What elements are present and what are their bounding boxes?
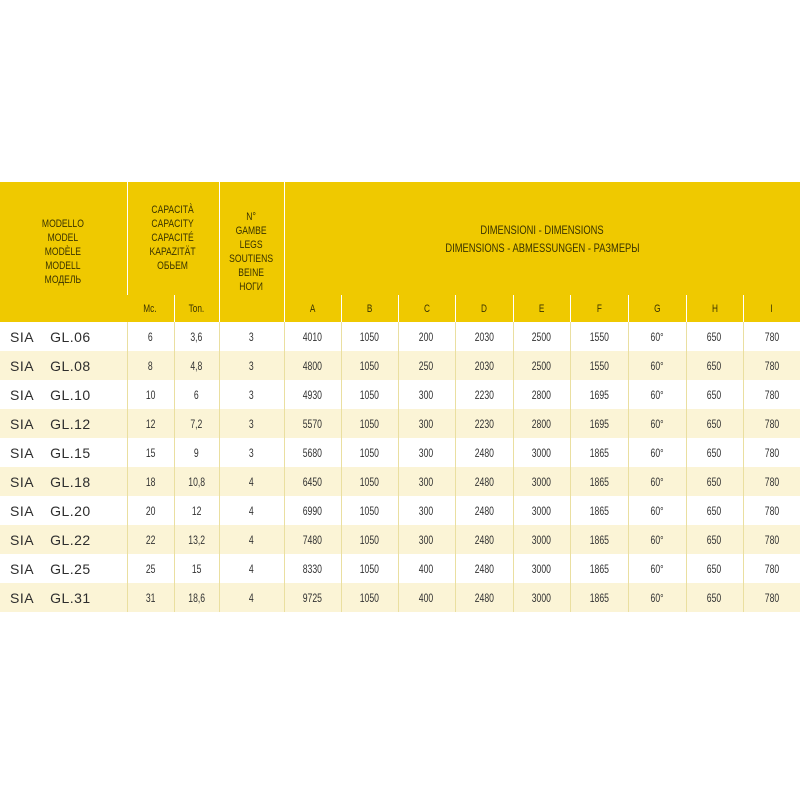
table-row — [0, 525, 800, 554]
dim-a-cell: 6990 — [284, 496, 341, 525]
table-row — [0, 438, 800, 467]
legs-cell: 3 — [219, 409, 284, 438]
model-cell — [0, 496, 127, 525]
dim-g-cell: 60° — [628, 525, 686, 554]
header-dim-h: H — [686, 295, 743, 322]
table-row — [0, 583, 800, 612]
model-cell — [0, 380, 127, 409]
header-dim-b: B — [341, 295, 398, 322]
dim-a-cell: 4930 — [284, 380, 341, 409]
legs-cell: 3 — [219, 351, 284, 380]
dim-h-cell: 650 — [686, 351, 743, 380]
dim-d-cell: 2480 — [455, 525, 513, 554]
model-code: GL.22 — [50, 531, 91, 548]
dim-h-cell: 650 — [686, 380, 743, 409]
dim-b-cell: 1050 — [341, 380, 398, 409]
dim-g-cell: 60° — [628, 554, 686, 583]
model-cell — [0, 351, 127, 380]
header-dimensions — [284, 182, 800, 295]
dim-i-cell: 780 — [743, 409, 800, 438]
dim-d-cell: 2480 — [455, 583, 513, 612]
dim-d-cell: 2230 — [455, 380, 513, 409]
dim-g-cell: 60° — [628, 467, 686, 496]
capacity-mc-cell: 20 — [127, 496, 174, 525]
capacity-ton-cell: 18,6 — [174, 583, 219, 612]
header-dim-e: E — [513, 295, 570, 322]
dim-i-cell: 780 — [743, 438, 800, 467]
legs-line: SOUTIENS — [229, 252, 274, 265]
dim-i-cell: 780 — [743, 467, 800, 496]
header-dim-g: G — [628, 295, 686, 322]
dim-c-cell: 300 — [398, 409, 455, 438]
dim-g-cell: 60° — [628, 583, 686, 612]
dimensions-title-line2: DIMENSIONS - ABMESSUNGEN - РАЗМЕРЫ — [445, 240, 640, 255]
model-code: GL.31 — [50, 589, 91, 606]
model-cell — [0, 438, 127, 467]
table-row — [0, 496, 800, 525]
dim-i-cell: 780 — [743, 496, 800, 525]
dim-h-cell: 650 — [686, 496, 743, 525]
header-model — [0, 182, 127, 322]
capacity-line: KAPAZITÄT — [149, 246, 197, 258]
dim-h-cell: 650 — [686, 583, 743, 612]
dim-f-cell: 1550 — [570, 351, 628, 380]
capacity-ton-cell: 3,6 — [174, 322, 219, 351]
dim-b-cell: 1050 — [341, 351, 398, 380]
model-cell — [0, 525, 127, 554]
capacity-mc-cell: 15 — [127, 438, 174, 467]
dim-a-cell: 6450 — [284, 467, 341, 496]
table-row — [0, 322, 800, 351]
spec-table — [0, 182, 800, 612]
capacity-line: ОБЬЕМ — [157, 260, 189, 272]
header-dim-a: A — [284, 295, 341, 322]
dim-b-cell: 1050 — [341, 409, 398, 438]
legs-cell: 3 — [219, 380, 284, 409]
dim-f-cell: 1695 — [570, 380, 628, 409]
dim-i-cell: 780 — [743, 525, 800, 554]
table-row — [0, 409, 800, 438]
dim-g-cell: 60° — [628, 409, 686, 438]
dim-h-cell: 650 — [686, 554, 743, 583]
dim-e-cell: 3000 — [513, 525, 570, 554]
dim-c-cell: 300 — [398, 525, 455, 554]
capacity-mc-cell: 10 — [127, 380, 174, 409]
dim-e-cell: 3000 — [513, 496, 570, 525]
model-line: MODÈLE — [45, 245, 82, 258]
dim-a-cell: 4800 — [284, 351, 341, 380]
table-row — [0, 380, 800, 409]
model-brand: SIA — [10, 589, 35, 606]
dim-a-cell: 7480 — [284, 525, 341, 554]
capacity-ton-cell: 15 — [174, 554, 219, 583]
dim-i-cell: 780 — [743, 554, 800, 583]
legs-cell: 3 — [219, 438, 284, 467]
dim-c-cell: 300 — [398, 467, 455, 496]
capacity-mc-cell: 31 — [127, 583, 174, 612]
dim-g-cell: 60° — [628, 322, 686, 351]
model-code: GL.06 — [50, 328, 91, 345]
capacity-mc-cell: 22 — [127, 525, 174, 554]
model-line: MODELL — [45, 259, 81, 272]
legs-cell: 3 — [219, 322, 284, 351]
dim-b-cell: 1050 — [341, 322, 398, 351]
model-code: GL.15 — [50, 444, 91, 461]
capacity-ton-cell: 12 — [174, 496, 219, 525]
legs-cell: 4 — [219, 496, 284, 525]
model-code: GL.10 — [50, 386, 91, 403]
dim-e-cell: 3000 — [513, 554, 570, 583]
header-dim-d: D — [455, 295, 513, 322]
legs-line: НОГИ — [239, 280, 264, 293]
dim-i-cell: 780 — [743, 380, 800, 409]
model-brand: SIA — [10, 357, 35, 374]
header-capacity — [127, 182, 219, 295]
capacity-ton-cell: 4,8 — [174, 351, 219, 380]
model-brand: SIA — [10, 560, 35, 577]
model-brand: SIA — [10, 328, 35, 345]
dim-e-cell: 2500 — [513, 351, 570, 380]
dim-h-cell: 650 — [686, 467, 743, 496]
dim-f-cell: 1550 — [570, 322, 628, 351]
dim-a-cell: 5680 — [284, 438, 341, 467]
capacity-ton-cell: 6 — [174, 380, 219, 409]
capacity-line: CAPACITÀ — [151, 204, 195, 216]
dim-b-cell: 1050 — [341, 496, 398, 525]
dim-b-cell: 1050 — [341, 467, 398, 496]
capacity-line: CAPACITÉ — [151, 232, 195, 244]
dim-f-cell: 1865 — [570, 467, 628, 496]
legs-cell: 4 — [219, 467, 284, 496]
capacity-mc-cell: 25 — [127, 554, 174, 583]
capacity-mc-cell: 12 — [127, 409, 174, 438]
capacity-mc-cell: 6 — [127, 322, 174, 351]
dim-i-cell: 780 — [743, 322, 800, 351]
dim-g-cell: 60° — [628, 351, 686, 380]
dim-c-cell: 300 — [398, 496, 455, 525]
dim-c-cell: 300 — [398, 380, 455, 409]
dim-a-cell: 5570 — [284, 409, 341, 438]
capacity-ton-cell: 13,2 — [174, 525, 219, 554]
model-brand: SIA — [10, 531, 35, 548]
legs-cell: 4 — [219, 525, 284, 554]
dim-i-cell: 780 — [743, 583, 800, 612]
header-unit-mc: Mc. — [127, 295, 174, 322]
dim-b-cell: 1050 — [341, 583, 398, 612]
dim-c-cell: 200 — [398, 322, 455, 351]
model-line: MODEL — [47, 231, 79, 244]
dimensions-title-line1: DIMENSIONI - DIMENSIONS — [480, 222, 604, 237]
dim-h-cell: 650 — [686, 525, 743, 554]
header-unit-ton: Ton. — [174, 295, 219, 322]
dim-h-cell: 650 — [686, 438, 743, 467]
dim-e-cell: 3000 — [513, 438, 570, 467]
model-cell — [0, 467, 127, 496]
dim-d-cell: 2480 — [455, 438, 513, 467]
model-code: GL.08 — [50, 357, 91, 374]
dim-b-cell: 1050 — [341, 525, 398, 554]
capacity-ton-cell: 9 — [174, 438, 219, 467]
table-row — [0, 554, 800, 583]
dim-f-cell: 1865 — [570, 583, 628, 612]
capacity-mc-cell: 18 — [127, 467, 174, 496]
dim-a-cell: 9725 — [284, 583, 341, 612]
table-row — [0, 467, 800, 496]
dim-f-cell: 1865 — [570, 525, 628, 554]
capacity-line: CAPACITY — [151, 218, 195, 230]
header-dim-i: I — [743, 295, 800, 322]
dim-i-cell: 780 — [743, 351, 800, 380]
model-code: GL.20 — [50, 502, 91, 519]
legs-line: N° — [246, 210, 257, 223]
capacity-ton-cell: 7,2 — [174, 409, 219, 438]
dim-c-cell: 300 — [398, 438, 455, 467]
dim-e-cell: 3000 — [513, 467, 570, 496]
model-brand: SIA — [10, 473, 35, 490]
dim-d-cell: 2480 — [455, 496, 513, 525]
model-cell — [0, 409, 127, 438]
model-brand: SIA — [10, 502, 35, 519]
model-cell — [0, 583, 127, 612]
header-dim-f: F — [570, 295, 628, 322]
legs-line: GAMBE — [235, 224, 267, 237]
dim-f-cell: 1865 — [570, 496, 628, 525]
header-dim-c: C — [398, 295, 455, 322]
model-line: MODELLO — [42, 217, 85, 230]
dim-d-cell: 2230 — [455, 409, 513, 438]
dim-a-cell: 8330 — [284, 554, 341, 583]
dim-c-cell: 400 — [398, 583, 455, 612]
dim-e-cell: 2800 — [513, 380, 570, 409]
dim-h-cell: 650 — [686, 322, 743, 351]
header-legs — [219, 182, 284, 322]
dim-b-cell: 1050 — [341, 554, 398, 583]
model-brand: SIA — [10, 386, 35, 403]
legs-cell: 4 — [219, 554, 284, 583]
model-line: МОДЕЛЬ — [45, 273, 82, 286]
dim-g-cell: 60° — [628, 380, 686, 409]
model-brand: SIA — [10, 444, 35, 461]
dim-f-cell: 1695 — [570, 409, 628, 438]
dim-d-cell: 2030 — [455, 351, 513, 380]
dim-c-cell: 400 — [398, 554, 455, 583]
dim-f-cell: 1865 — [570, 554, 628, 583]
dim-b-cell: 1050 — [341, 438, 398, 467]
dim-a-cell: 4010 — [284, 322, 341, 351]
legs-line: LEGS — [240, 238, 263, 251]
legs-line: BEINE — [238, 266, 265, 279]
model-code: GL.25 — [50, 560, 91, 577]
dim-d-cell: 2030 — [455, 322, 513, 351]
capacity-ton-cell: 10,8 — [174, 467, 219, 496]
model-cell — [0, 322, 127, 351]
dim-f-cell: 1865 — [570, 438, 628, 467]
model-brand: SIA — [10, 415, 35, 432]
dim-h-cell: 650 — [686, 409, 743, 438]
model-code: GL.18 — [50, 473, 91, 490]
dim-c-cell: 250 — [398, 351, 455, 380]
dim-g-cell: 60° — [628, 496, 686, 525]
table-row — [0, 351, 800, 380]
dim-g-cell: 60° — [628, 438, 686, 467]
dim-e-cell: 3000 — [513, 583, 570, 612]
dim-e-cell: 2800 — [513, 409, 570, 438]
dim-e-cell: 2500 — [513, 322, 570, 351]
dim-d-cell: 2480 — [455, 467, 513, 496]
legs-cell: 4 — [219, 583, 284, 612]
model-cell — [0, 554, 127, 583]
capacity-mc-cell: 8 — [127, 351, 174, 380]
model-code: GL.12 — [50, 415, 91, 432]
dim-d-cell: 2480 — [455, 554, 513, 583]
